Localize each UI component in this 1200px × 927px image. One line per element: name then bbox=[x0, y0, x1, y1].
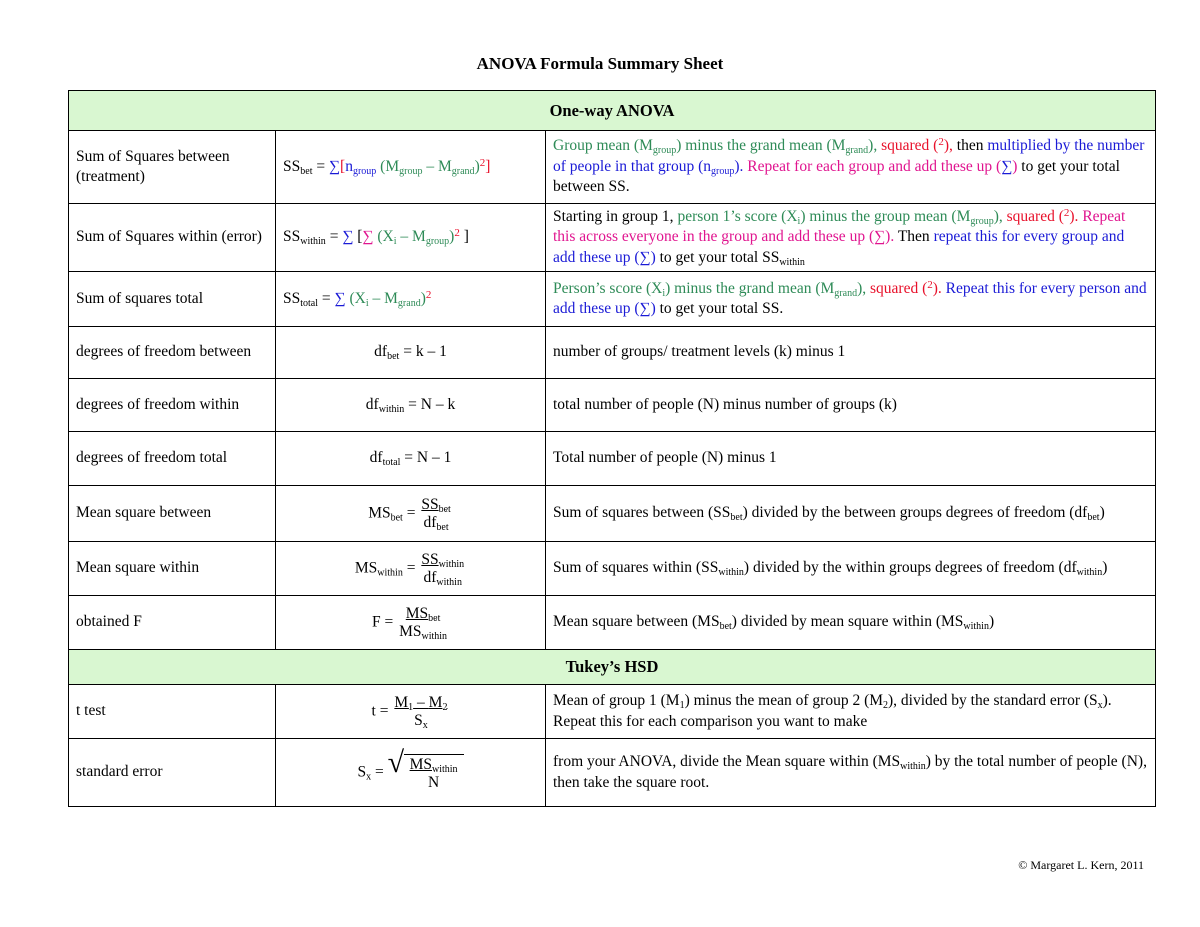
formula-f: F = $\frac{MS_{bet}}{MS_{within}}$ bbox=[276, 596, 546, 650]
row-description: Group mean $(M_{group})$ minus the grand mean $(M_{grand})$, squared ($^2$), then multiplied by the number of people in that group $(n_{group})$. Repeat for each group and add these up (∑) to get your total between SS. bbox=[546, 131, 1156, 204]
row-description: from your ANOVA, divide the Mean square within $(MS_{within})$ by the total number of people (N), then take the square root. bbox=[546, 739, 1156, 807]
formula-ss-total: $SS_{total}$ = ∑ $(X_i - M_{grand})^2$ bbox=[276, 272, 546, 327]
row-label: Sum of squares total bbox=[69, 272, 276, 327]
row-description: Mean of group 1 $(M_1)$ minus the mean of group 2 $(M_2)$, divided by the standard error $(S_x)$. Repeat this for each comparison you want to make bbox=[546, 685, 1156, 739]
section-header-tukey bbox=[69, 650, 1156, 685]
table-row bbox=[69, 327, 1156, 379]
section-header-oneway bbox=[69, 91, 1156, 131]
formula-table bbox=[68, 90, 1156, 807]
formula-df-within: $df_{within} = N - k$ bbox=[276, 379, 546, 432]
row-label: degrees of freedom total bbox=[69, 432, 276, 486]
row-label: Sum of Squares within (error) bbox=[69, 204, 276, 272]
table-row bbox=[69, 131, 1156, 204]
row-description: Starting in group 1, person 1’s score $(X_i)$ minus the group mean $(M_{group})$, squared ($^2$). Repeat this across everyone in the group and add these up (∑). Then repeat this for every group and add these up (∑) to get your total $SS_{within}$ bbox=[546, 204, 1156, 272]
table-row bbox=[69, 486, 1156, 542]
table-row bbox=[69, 432, 1156, 486]
formula-ss-within: $SS_{within}$ = ∑ [∑ $(X_i - M_{group})^2$ ] bbox=[276, 204, 546, 272]
table-row bbox=[69, 596, 1156, 650]
row-description: Sum of squares within $(SS_{within})$ divided by the within groups degrees of freedom $(df_{within})$ bbox=[546, 542, 1156, 596]
square-root-sign: √ $\frac{MS_{within}}{N}$ bbox=[388, 754, 464, 792]
formula-t-test: t = $\frac{M_1 - M_2}{S_x}$ bbox=[276, 685, 546, 739]
table-row bbox=[69, 739, 1156, 807]
row-label: Mean square between bbox=[69, 486, 276, 542]
row-description: number of groups/ treatment levels (k) minus 1 bbox=[546, 327, 1156, 379]
table-row bbox=[69, 379, 1156, 432]
page-title: ANOVA Formula Summary Sheet bbox=[476, 54, 724, 73]
row-label: standard error bbox=[69, 739, 276, 807]
row-label: t test bbox=[69, 685, 276, 739]
formula-ss-between: $SS_{bet} = \sum[n_{group}$ $(M_{group} - M_{grand})^2$] bbox=[276, 131, 546, 204]
row-label: degrees of freedom between bbox=[69, 327, 276, 379]
table-row bbox=[69, 204, 1156, 272]
row-description: Sum of squares between $(SS_{bet})$ divided by the between groups degrees of freedom $(df_{bet})$ bbox=[546, 486, 1156, 542]
table-row bbox=[69, 272, 1156, 327]
row-label: Sum of Squares between (treatment) bbox=[69, 131, 276, 204]
section-title-tukey: Tukey’s HSD bbox=[69, 650, 1156, 685]
row-label: degrees of freedom within bbox=[69, 379, 276, 432]
table-row bbox=[69, 685, 1156, 739]
row-description: Person’s score $(X_i)$ minus the grand mean $(M_{grand})$, squared ($^2$). Repeat this for every person and add these up (∑) to get your total SS. bbox=[546, 272, 1156, 327]
row-description: Mean square between $(MS_{bet})$ divided by mean square within $(MS_{within})$ bbox=[546, 596, 1156, 650]
section-title-oneway: One-way ANOVA bbox=[69, 91, 1156, 131]
formula-standard-error: $S_x$ = √ $\frac{MS_{within}}{N}$ bbox=[276, 739, 546, 807]
row-label: Mean square within bbox=[69, 542, 276, 596]
formula-df-between: $df_{bet} = k - 1$ bbox=[276, 327, 546, 379]
formula-df-total: $df_{total} = N - 1$ bbox=[276, 432, 546, 486]
row-description: Total number of people (N) minus 1 bbox=[546, 432, 1156, 486]
table-row bbox=[69, 542, 1156, 596]
copyright-footer: © Margaret L. Kern, 2011 bbox=[1018, 858, 1144, 872]
row-label: obtained F bbox=[69, 596, 276, 650]
formula-ms-between: $MS_{bet}$ = $\frac{SS_{bet}}{df_{bet}}$ bbox=[276, 486, 546, 542]
row-description: total number of people (N) minus number of groups (k) bbox=[546, 379, 1156, 432]
formula-ms-within: $MS_{within}$ = $\frac{SS_{within}}{df_{within}}$ bbox=[276, 542, 546, 596]
